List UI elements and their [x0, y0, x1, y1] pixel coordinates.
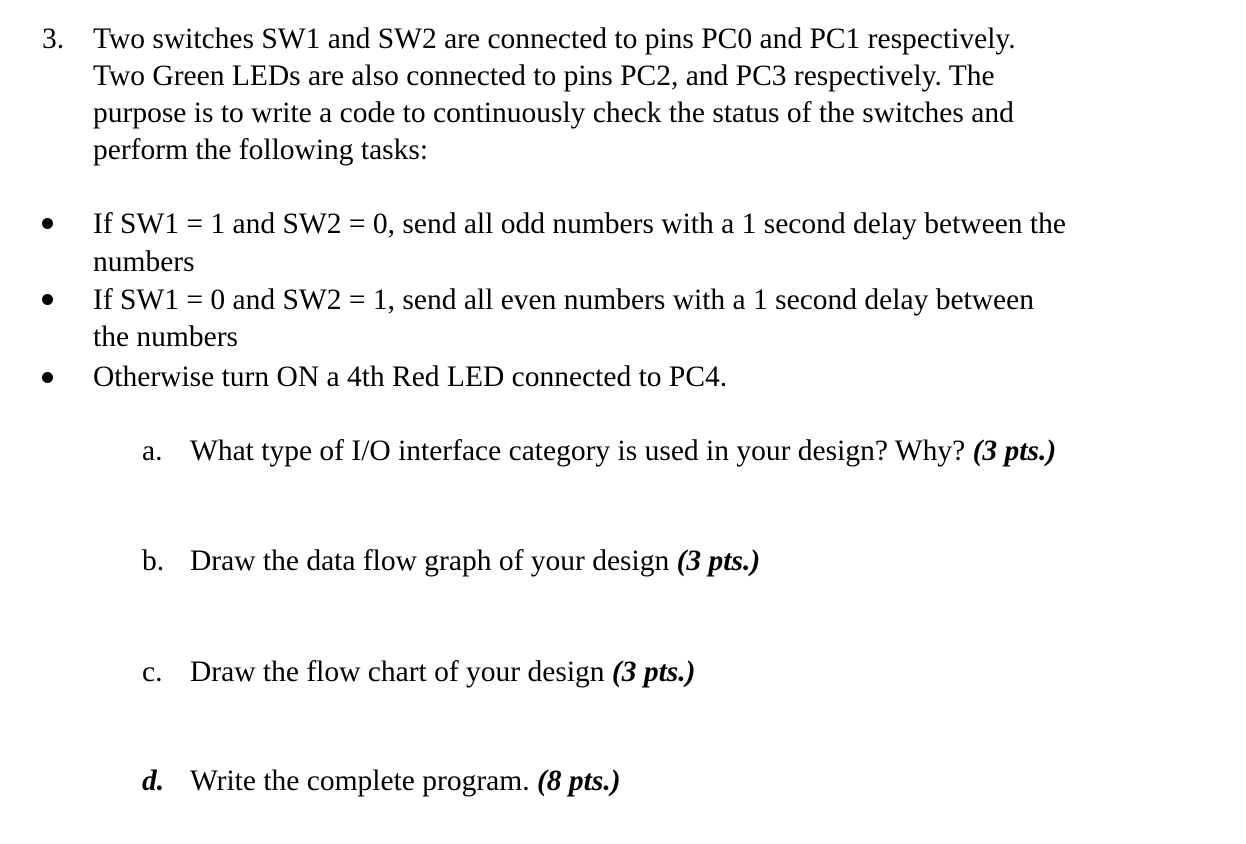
bullet-2-line-1: If SW1 = 0 and SW2 = 1, send all even numbers with a 1 second delay between [93, 284, 1034, 316]
bullet-3-line-1: Otherwise turn ON a 4th Red LED connected to PC4. [93, 361, 728, 393]
subquestion-d-text: Write the complete program. [190, 765, 530, 797]
bullet-2-line-2: the numbers [93, 321, 239, 353]
subquestion-a-label: a. [142, 435, 163, 467]
intro-line-3: purpose is to write a code to continuously check the status of the switches and [93, 97, 1014, 129]
intro-line-4: perform the following tasks: [93, 134, 429, 166]
subquestion-c-label: c. [142, 656, 163, 688]
subquestion-a-text: What type of I/O interface category is used in your design? Why? [190, 435, 966, 467]
question-number: 3. [42, 23, 65, 55]
subquestion-b-label: b. [142, 545, 165, 577]
subquestion-d-points: (8 pts.) [536, 765, 621, 797]
subquestion-a [190, 437, 1056, 467]
subquestion-b-points: (3 pts.) [676, 545, 761, 577]
subquestion-c [190, 658, 695, 688]
intro-line-1: Two switches SW1 and SW2 are connected to pins PC0 and PC1 respectively. [93, 23, 1016, 55]
subquestion-b-text: Draw the data flow graph of your design [190, 545, 670, 577]
subquestion-b [190, 547, 760, 577]
bullet-1-line-1: If SW1 = 1 and SW2 = 0, send all odd numbers with a 1 second delay between the [93, 208, 1066, 240]
bullet-dot-icon [42, 294, 53, 305]
intro-line-2: Two Green LEDs are also connected to pins PC2, and PC3 respectively. The [93, 60, 995, 92]
bullet-dot-icon [42, 218, 53, 229]
bullet-1-line-2: numbers [93, 246, 195, 278]
subquestion-c-text: Draw the flow chart of your design [190, 656, 605, 688]
bullet-dot-icon [42, 372, 53, 383]
subquestion-a-points: (3 pts.) [972, 435, 1057, 467]
subquestion-d [190, 767, 621, 797]
subquestion-c-points: (3 pts.) [611, 656, 696, 688]
subquestion-d-label: d. [142, 765, 165, 797]
